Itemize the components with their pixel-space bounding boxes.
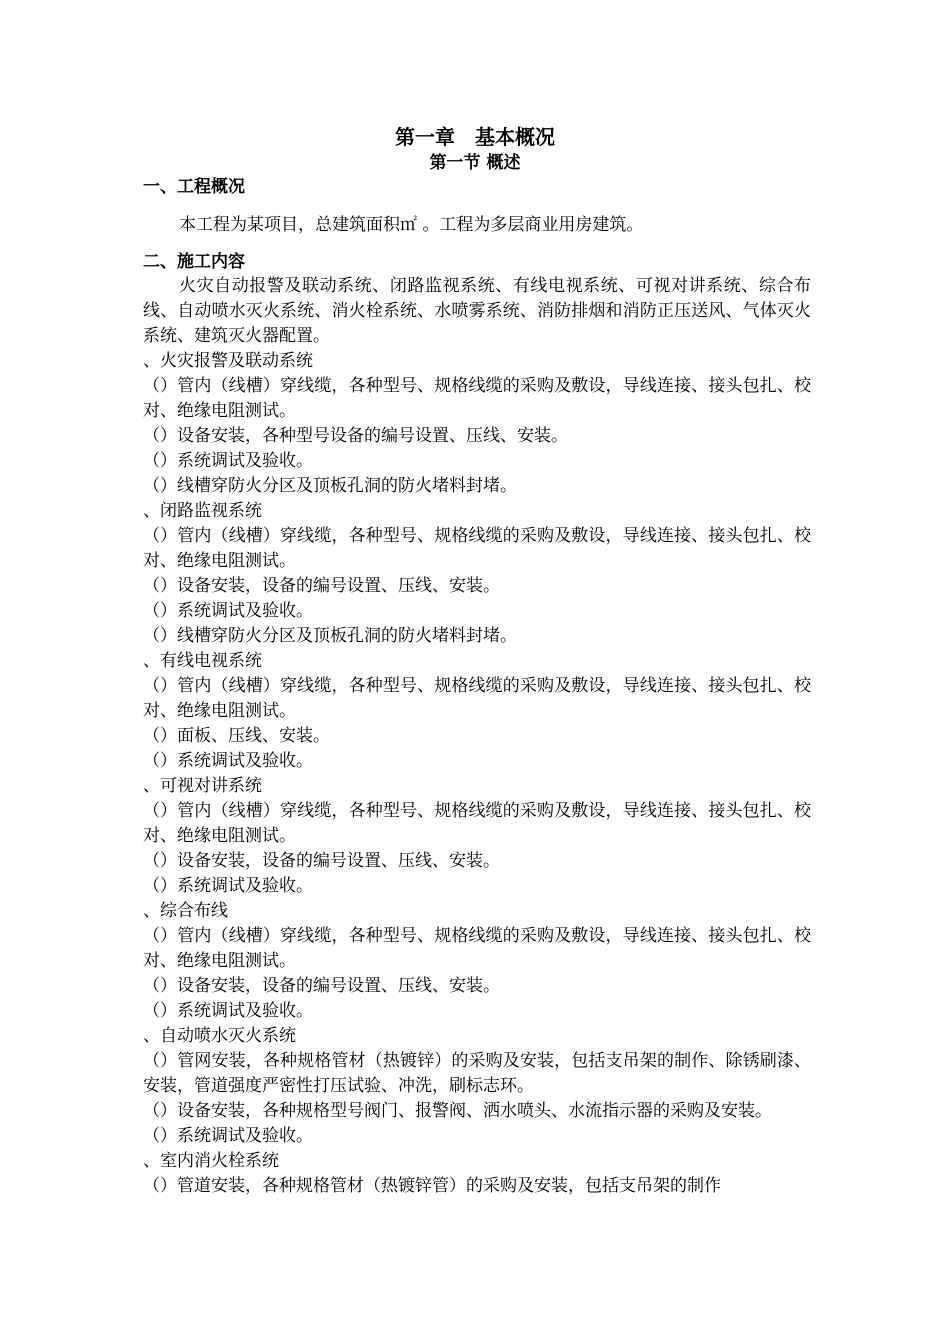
list-item: （）系统调试及验收。 — [143, 451, 313, 471]
list-item: （）管内（线槽）穿线缆，各种型号、规格线缆的采购及敷设，导线连接、接头包扎、校对、绝缘电阻测试。 — [143, 526, 811, 571]
list-item: （）线槽穿防火分区及顶板孔洞的防火堵料封堵。 — [143, 626, 517, 646]
section-title: 第一节 概述 — [429, 153, 521, 173]
list-item: （）系统调试及验收。 — [143, 601, 313, 621]
list-item: （）设备安装，各种型号设备的编号设置、压线、安装。 — [143, 426, 568, 446]
construction-content-heading: 二、施工内容 — [143, 252, 245, 272]
construction-content-body — [143, 274, 811, 1199]
list-item: （）设备安装，设备的编号设置、压线、安装。 — [143, 976, 500, 996]
system-heading-hydrant: 、室内消火栓系统 — [143, 1151, 279, 1171]
list-item: （）设备安装，设备的编号设置、压线、安装。 — [143, 851, 500, 871]
system-heading-cable-tv: 、有线电视系统 — [143, 651, 262, 671]
list-item: （）管内（线槽）穿线缆，各种型号、规格线缆的采购及敷设，导线连接、接头包扎、校对、绝缘电阻测试。 — [143, 376, 811, 421]
construction-content-intro: 火灾自动报警及联动系统、闭路监视系统、有线电视系统、可视对讲系统、综合布线、自动喷水灭火系统、消火栓系统、水喷雾系统、消防排烟和消防正压送风、气体灭火系统、建筑灭火器配置。 — [143, 276, 811, 346]
list-item: （）设备安装，设备的编号设置、压线、安装。 — [143, 576, 500, 596]
system-heading-fire-alarm: 、火灾报警及联动系统 — [143, 351, 313, 371]
list-item: （）管道安装，各种规格管材（热镀锌管）的采购及安装，包括支吊架的制作 — [143, 1176, 721, 1196]
list-item: （）线槽穿防火分区及顶板孔洞的防火堵料封堵。 — [143, 476, 517, 496]
list-item: （）系统调试及验收。 — [143, 1126, 313, 1146]
list-item: （）管内（线槽）穿线缆，各种型号、规格线缆的采购及敷设，导线连接、接头包扎、校对、绝缘电阻测试。 — [143, 801, 811, 846]
list-item: （）管内（线槽）穿线缆，各种型号、规格线缆的采购及敷设，导线连接、接头包扎、校对、绝缘电阻测试。 — [143, 926, 811, 971]
list-item: （）管内（线槽）穿线缆，各种型号、规格线缆的采购及敷设，导线连接、接头包扎、校对、绝缘电阻测试。 — [143, 676, 811, 721]
list-item: （）设备安装，各种规格型号阀门、报警阀、洒水喷头、水流指示器的采购及安装。 — [143, 1101, 772, 1121]
project-overview-heading: 一、工程概况 — [143, 177, 245, 197]
system-heading-cctv: 、闭路监视系统 — [143, 501, 262, 521]
chapter-title: 第一章 基本概况 — [395, 125, 555, 149]
system-heading-video-intercom: 、可视对讲系统 — [143, 776, 262, 796]
system-heading-sprinkler: 、自动喷水灭火系统 — [143, 1026, 296, 1046]
list-item: （）面板、压线、安装。 — [143, 726, 330, 746]
list-item: （）系统调试及验收。 — [143, 876, 313, 896]
list-item: （）管网安装，各种规格管材（热镀锌）的采购及安装，包括支吊架的制作、除锈刷漆、安装，管道强度严密性打压试验、冲洗，刷标志环。 — [143, 1051, 811, 1096]
project-overview-text: 本工程为某项目，总建筑面积㎡ 。工程为多层商业用房建筑。 — [179, 215, 644, 235]
list-item: （）系统调试及验收。 — [143, 751, 313, 771]
system-heading-structured-cabling: 、综合布线 — [143, 901, 228, 921]
list-item: （）系统调试及验收。 — [143, 1001, 313, 1021]
